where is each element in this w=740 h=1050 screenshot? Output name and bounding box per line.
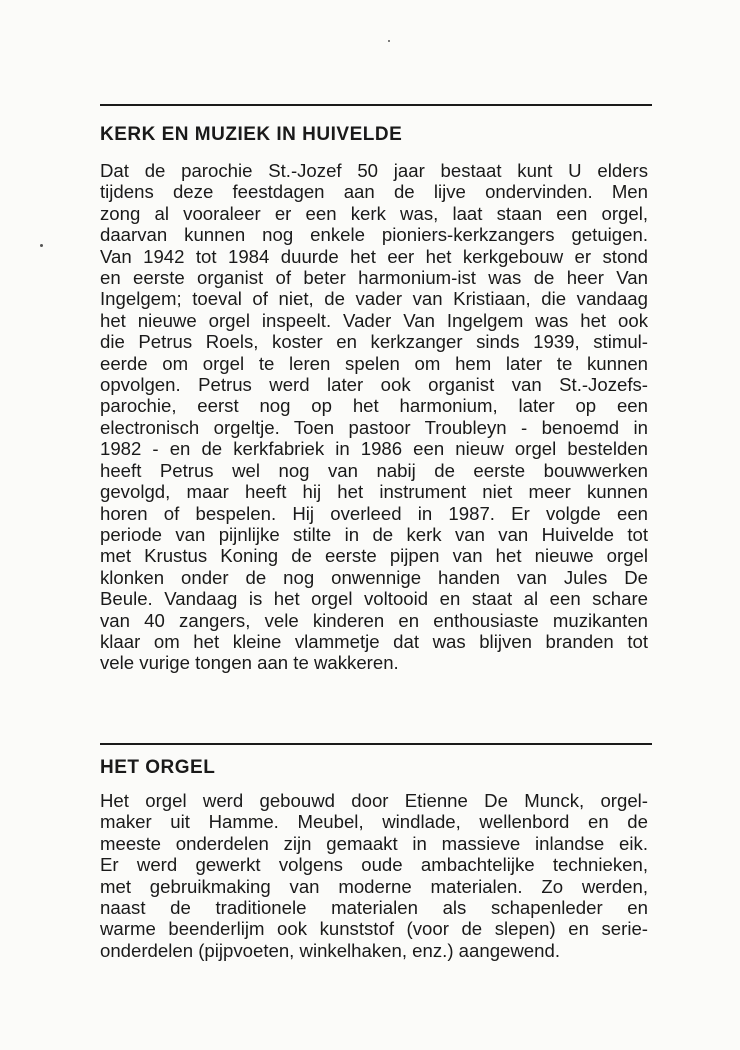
section-heading-het-orgel: HET ORGEL xyxy=(100,757,216,778)
text-line: Er werd gewerkt volgens oude ambachtelijke technieken, xyxy=(100,854,648,876)
text-line: het nieuwe orgel inspeelt. Vader Van Ingelgem was het ook xyxy=(100,309,648,331)
text-line: Beule. Vandaag is het orgel voltooid en staat al een schare xyxy=(100,588,648,610)
text-line: Van 1942 tot 1984 duurde het eer het kerkgebouw er stond xyxy=(100,245,648,267)
text-line: onderdelen (pijpvoeten, winkelhaken, enz.) aangewend. xyxy=(100,939,560,961)
section-heading-kerk-en-muziek: KERK EN MUZIEK IN HUIVELDE xyxy=(100,124,403,145)
text-line: met gebruikmaking van moderne materialen. Zo werden, xyxy=(100,875,648,897)
text-line: Het orgel werd gebouwd door Etienne De Munck, orgel- xyxy=(100,790,648,811)
text-line: naast de traditionele materialen als schapenleder en xyxy=(100,897,648,919)
text-line: periode van pijnlijke stilte in de kerk van van Huivelde tot xyxy=(100,523,648,545)
text-line: Ingelgem; toeval of niet, de vader van Kristiaan, die vandaag xyxy=(100,288,648,310)
text-line: electronisch orgeltje. Toen pastoor Troubleyn - benoemd in xyxy=(100,416,648,438)
text-line: met Krustus Koning de eerste pijpen van het nieuwe orgel xyxy=(100,545,648,567)
text-line: en eerste organist of beter harmonium-ist was de heer Van xyxy=(100,267,648,289)
text-line: opvolgen. Petrus werd later ook organist van St.-Jozefs- xyxy=(100,374,648,396)
text-line: maker uit Hamme. Meubel, windlade, wellenbord en de xyxy=(100,811,648,833)
text-line: klonken onder de nog onwennige handen van Jules De xyxy=(100,566,648,588)
text-line: heeft Petrus wel nog van nabij de eerste bouwwerken xyxy=(100,459,648,481)
text-line: parochie, eerst nog op het harmonium, later op een xyxy=(100,395,648,417)
text-line: eerde om orgel te leren spelen om hem later te kunnen xyxy=(100,352,648,374)
paper-speck xyxy=(388,40,390,42)
text-line: klaar om het kleine vlammetje dat was blijven branden tot xyxy=(100,630,648,652)
section-divider xyxy=(100,104,652,106)
text-line: Dat de parochie St.-Jozef 50 jaar bestaat kunt U elders xyxy=(100,160,648,181)
text-line: vele vurige tongen aan te wakkeren. xyxy=(100,652,399,674)
text-line: meeste onderdelen zijn gemaakt in massieve inlandse eik. xyxy=(100,832,648,854)
text-line: daarvan kunnen nog enkele pioniers-kerkzangers getuigen. xyxy=(100,224,648,246)
text-line: horen of bespelen. Hij overleed in 1987. Er volgde een xyxy=(100,502,648,524)
text-line: gevolgd, maar heeft hij het instrument niet meer kunnen xyxy=(100,481,648,503)
text-line: die Petrus Roels, koster en kerkzanger sinds 1939, stimul- xyxy=(100,331,648,353)
section-divider xyxy=(100,743,652,745)
section-body-kerk-en-muziek xyxy=(100,160,648,674)
section-body-het-orgel xyxy=(100,790,648,961)
text-line: 1982 - en de kerkfabriek in 1986 een nieuw orgel bestelden xyxy=(100,438,648,460)
text-line: van 40 zangers, vele kinderen en enthousiaste muzikanten xyxy=(100,609,648,631)
paper-speck xyxy=(40,244,43,247)
text-line: zong al vooraleer er een kerk was, laat staan een orgel, xyxy=(100,202,648,224)
text-line: tijdens deze feestdagen aan de lijve ondervinden. Men xyxy=(100,181,648,203)
text-line: warme beenderlijm ook kunststof (voor de slepen) en serie- xyxy=(100,918,648,940)
